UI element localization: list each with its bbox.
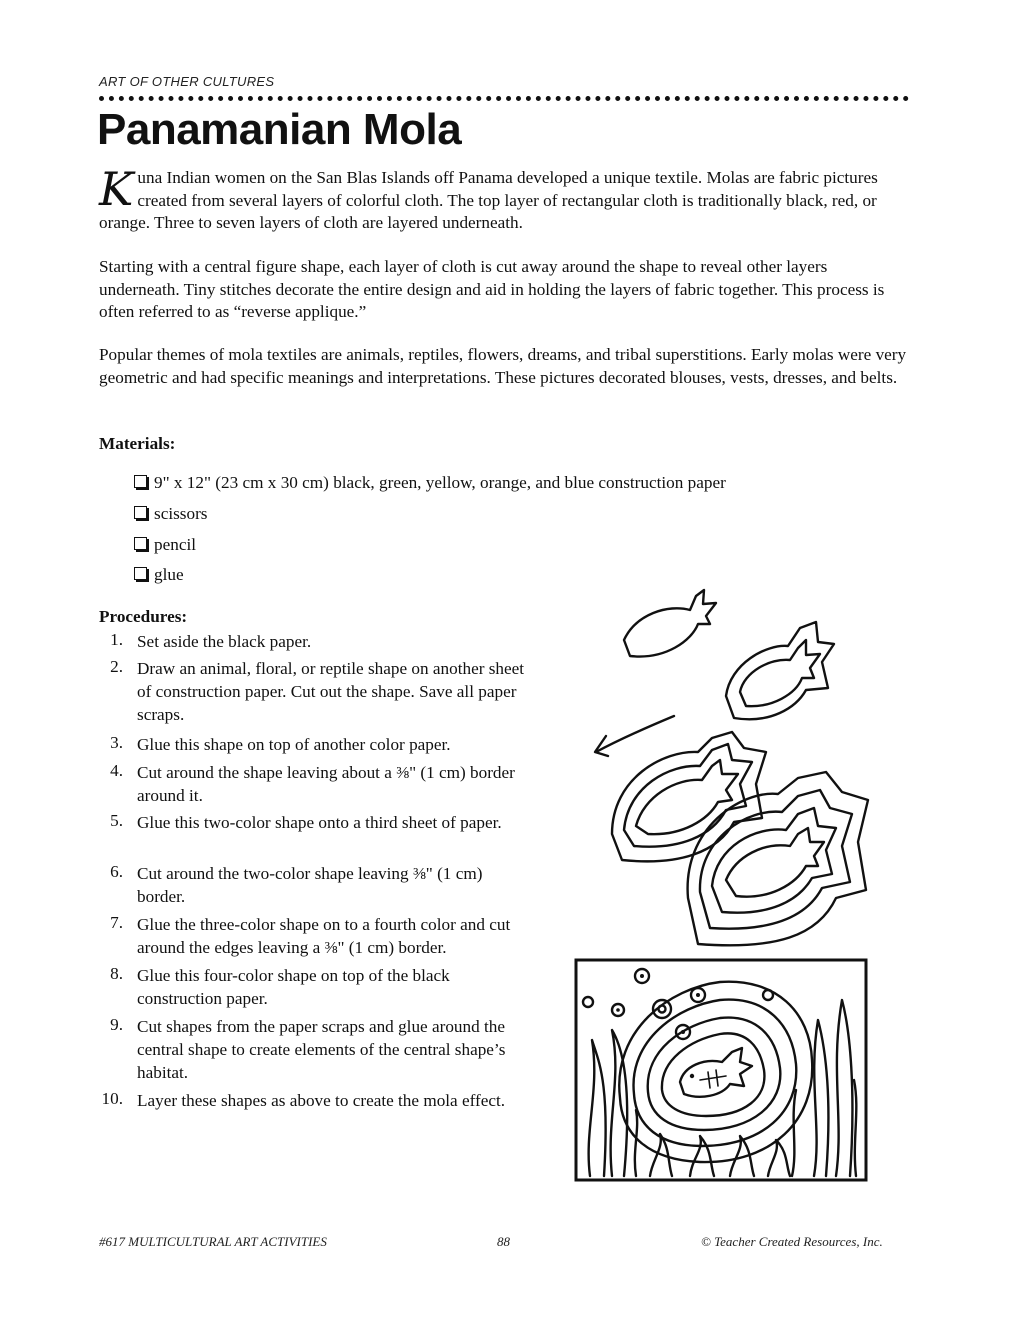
fish-shape-3 xyxy=(612,732,766,861)
step-number: 10. xyxy=(101,1089,123,1108)
mola-illustration xyxy=(560,585,920,1190)
step-number: 1. xyxy=(110,630,123,649)
step-text: Layer these shapes as above to create the mola effect. xyxy=(137,1091,506,1110)
checkbox-icon xyxy=(134,567,147,580)
materials-item: glue xyxy=(134,565,184,585)
step-text: Set aside the black paper. xyxy=(137,632,312,651)
intro-paragraph-1 xyxy=(99,162,911,235)
step-text: Glue the three-color shape on to a fourth color and cut around the edges leaving a ⅜" (1 cm) border. xyxy=(137,915,511,957)
footer-book-title: #617 MULTICULTURAL ART ACTIVITIES xyxy=(99,1234,327,1249)
fish-shape-2 xyxy=(726,622,834,719)
step-text: Glue this shape on top of another color paper. xyxy=(137,735,451,754)
step-text: Glue this four-color shape on top of the black construction paper. xyxy=(137,966,450,1008)
step-text: Glue this two-color shape onto a third sheet of paper. xyxy=(137,813,502,832)
step-text: Cut around the shape leaving about a ⅜" (1 cm) border around it. xyxy=(137,763,515,805)
arrow-icon xyxy=(595,716,674,756)
checkbox-icon xyxy=(134,475,147,488)
intro-paragraph-3: Popular themes of mola textiles are animals, reptiles, flowers, dreams, and tribal superstitions. Early molas were very geometric and had specific meanings and interpretations. These pictures decorated blouses, vests, dresses, and belts. xyxy=(99,345,907,387)
step-text: Cut shapes from the paper scraps and glue around the central shape to create elements of the central shape’s habitat. xyxy=(137,1017,506,1082)
step-number: 5. xyxy=(110,811,123,830)
mola-panel xyxy=(576,960,866,1180)
step-text: Draw an animal, floral, or reptile shape on another sheet of construction paper. Cut out the shape. Save all paper scraps. xyxy=(137,659,525,724)
dropcap-letter: K xyxy=(99,162,134,216)
intro-paragraph-1-text: una Indian women on the San Blas Islands off Panama developed a unique textile. Molas are fabric pictures created from several layers of colorful cloth. The top layer of rectangular cloth is traditionally black, red, or orange. Three to seven layers of cloth are layered underneath. xyxy=(99,168,878,232)
fish-shape-1 xyxy=(624,590,716,657)
materials-heading: Materials: xyxy=(99,434,176,453)
footer-copyright: © Teacher Created Resources, Inc. xyxy=(701,1234,883,1249)
step-number: 8. xyxy=(110,964,123,983)
step-number: 7. xyxy=(110,913,123,932)
intro-paragraph-2: Starting with a central figure shape, each layer of cloth is cut away around the shape to reveal other layers underneath. Tiny stitches decorate the entire design and aid in holding the layers of fabric together. This process is often referred to as “reverse applique.” xyxy=(99,257,885,321)
page-title: Panamanian Mola xyxy=(97,105,462,154)
materials-item: pencil xyxy=(134,535,196,555)
dotted-divider xyxy=(99,96,909,101)
step-number: 6. xyxy=(110,862,123,881)
step-text: Cut around the two-color shape leaving ⅜" (1 cm) border. xyxy=(137,864,483,906)
checkbox-icon xyxy=(134,506,147,519)
page-number: 88 xyxy=(497,1234,510,1249)
section-label: ART OF OTHER CULTURES xyxy=(99,74,275,89)
checkbox-icon xyxy=(134,537,147,550)
step-number: 9. xyxy=(110,1015,123,1034)
materials-item: scissors xyxy=(134,504,207,524)
step-number: 4. xyxy=(110,761,123,780)
materials-item: 9" x 12" (23 cm x 30 cm) black, green, yellow, orange, and blue construction paper xyxy=(134,473,726,493)
fish-shape-4 xyxy=(688,772,868,945)
procedures-heading: Procedures: xyxy=(99,607,188,626)
step-number: 3. xyxy=(110,733,123,752)
step-number: 2. xyxy=(110,657,123,676)
